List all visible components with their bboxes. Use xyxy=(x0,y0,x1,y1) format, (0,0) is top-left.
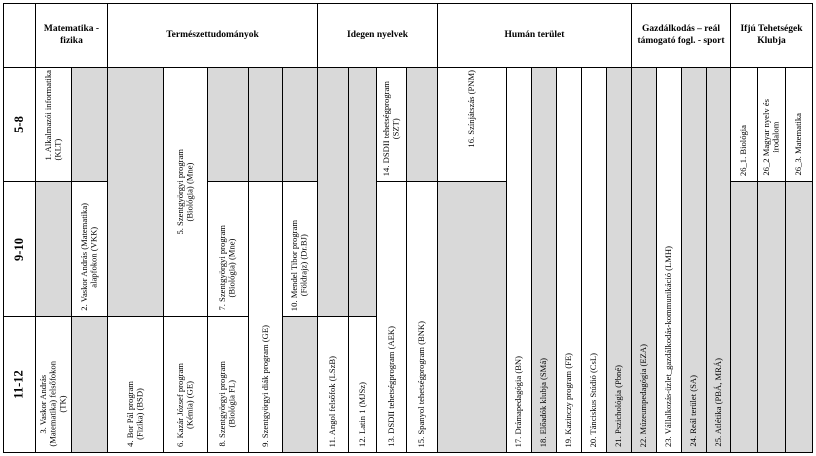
program-18: 18. Előadók klubja (SMá) xyxy=(538,357,549,447)
header-idegen-nyelvek: Idegen nyelvek xyxy=(317,3,438,68)
program-26-2: 26_2 Magyar nyelv és irodalom xyxy=(760,99,781,176)
program-12-cell xyxy=(348,316,377,453)
header-termeszettudomanyok: Természettudományok xyxy=(107,3,318,68)
empty-cell xyxy=(282,316,318,453)
program-9: 9. Szentgyörgyi diák program (GE) xyxy=(259,325,270,447)
program-4: 4. Bor Pál program (Fizika) (BSD) xyxy=(124,381,145,447)
empty-cell xyxy=(437,181,507,453)
program-15-cell xyxy=(406,181,438,453)
corner-cell xyxy=(3,3,36,68)
empty-cell xyxy=(107,67,164,317)
program-22-cell xyxy=(631,67,657,453)
program-1-cell xyxy=(35,67,72,182)
program-5-cell xyxy=(163,67,208,317)
program-2: 2. Vaskor András (Matematika) alapfokon (VKK) xyxy=(78,203,99,311)
program-2-cell xyxy=(71,181,108,317)
empty-cell xyxy=(35,181,72,317)
program-16-cell xyxy=(437,67,507,182)
program-23-cell xyxy=(656,67,682,453)
empty-cell xyxy=(757,181,786,453)
program-7: 7. Szentgyörgyi program (Biológia) (Mne) xyxy=(217,225,237,311)
program-13-cell xyxy=(376,181,407,453)
program-26-1: 26_1. Biológia xyxy=(738,124,749,176)
program-7-cell xyxy=(207,181,249,317)
program-10-cell xyxy=(282,181,318,317)
empty-cell xyxy=(730,181,758,453)
program-26-3-cell xyxy=(785,67,813,182)
program-8-cell xyxy=(207,316,249,453)
program-15: 15. Spanyol tehetségprogram (BNK) xyxy=(416,320,427,447)
program-12: 12. Latin 1 (MJSz) xyxy=(356,382,367,447)
program-26-1-cell xyxy=(730,67,758,182)
empty-cell xyxy=(785,181,813,453)
program-20-cell xyxy=(581,67,607,453)
program-14-cell xyxy=(376,67,407,182)
program-23: 23. Vállalkozás-üzlet_gazdálkodás-kommunikáció (LMH) xyxy=(663,245,674,447)
empty-cell xyxy=(207,67,249,182)
program-13: 13. DSDII tehetségprogram (AEK) xyxy=(385,326,396,447)
header-human-terulet: Humán terület xyxy=(437,3,632,68)
program-24-cell xyxy=(681,67,707,453)
program-11-cell xyxy=(317,316,349,453)
header-ifju-tehetsegek-klubja: Ifjú Tehetségek Klubja xyxy=(730,3,813,68)
row-label-5-8 xyxy=(3,67,36,182)
program-26-2-cell xyxy=(757,67,786,182)
program-10: 10. Mendel Tibor program (Földrajz) (Dr.BJ) xyxy=(289,219,309,311)
program-14: 14. DSDII tehetségprogram (SZT) xyxy=(380,80,401,176)
program-22: 22. Múzeumpedagógia (EZA) xyxy=(638,343,649,447)
empty-cell xyxy=(71,316,108,453)
empty-cell xyxy=(282,67,318,182)
program-9-cell xyxy=(248,181,283,453)
program-11: 11. Angol felsőfok (LSzB) xyxy=(327,355,338,447)
empty-cell xyxy=(71,67,108,182)
program-1: 1. Alkalmazói informatika (KLT) xyxy=(42,70,63,161)
program-20: 20. Tánciskus Stúdió (CsL) xyxy=(588,352,599,447)
program-6-cell xyxy=(163,316,208,453)
header-matematika-fizika: Matematika - fizika xyxy=(35,3,108,68)
header-gazdalkodas: Gazdálkodás – reál támogató fogl. - sport xyxy=(631,3,731,68)
program-16: 16. Színjátszás (PNM) xyxy=(466,70,477,148)
program-17: 17. Drámapedagógia (BN) xyxy=(513,355,524,447)
program-21-cell xyxy=(606,67,632,453)
program-25: 25. Atlétika (PBÁ, MRÁ) xyxy=(712,358,723,447)
program-19: 19. Kazinczy program (FE) xyxy=(563,352,574,447)
program-8: 8. Szentgyörgyi program (Biológia FL) xyxy=(217,361,237,447)
row-label-9-10-text: 9-10 xyxy=(11,237,26,261)
program-25-cell xyxy=(706,67,731,453)
program-19-cell xyxy=(556,67,582,453)
program-5: 5. Szentgyörgyi program (Biológia) (Mne) xyxy=(174,149,195,235)
program-24: 24. Reál terület (SA) xyxy=(688,375,699,447)
program-26-3: 26_3. Matematika xyxy=(793,113,804,176)
program-17-cell xyxy=(506,67,532,453)
empty-cell xyxy=(317,67,349,317)
program-3: 3. Vaskor András (Matematika) felsőfokon (TK) xyxy=(38,361,68,447)
program-21: 21. Pszichológia (Pbné) xyxy=(613,365,624,447)
row-label-9-10 xyxy=(3,181,36,317)
program-4-cell xyxy=(107,316,164,453)
row-label-11-12-text: 11-12 xyxy=(11,370,26,399)
program-3-cell xyxy=(35,316,72,453)
program-table xyxy=(3,3,813,453)
row-label-5-8-text: 5-8 xyxy=(11,116,26,133)
program-6: 6. Kazár József program (Kémia) (GE) xyxy=(174,363,195,447)
program-18-cell xyxy=(531,67,557,453)
empty-cell xyxy=(406,67,438,182)
row-label-11-12 xyxy=(3,316,36,453)
empty-cell xyxy=(348,67,377,317)
empty-cell xyxy=(248,67,283,182)
